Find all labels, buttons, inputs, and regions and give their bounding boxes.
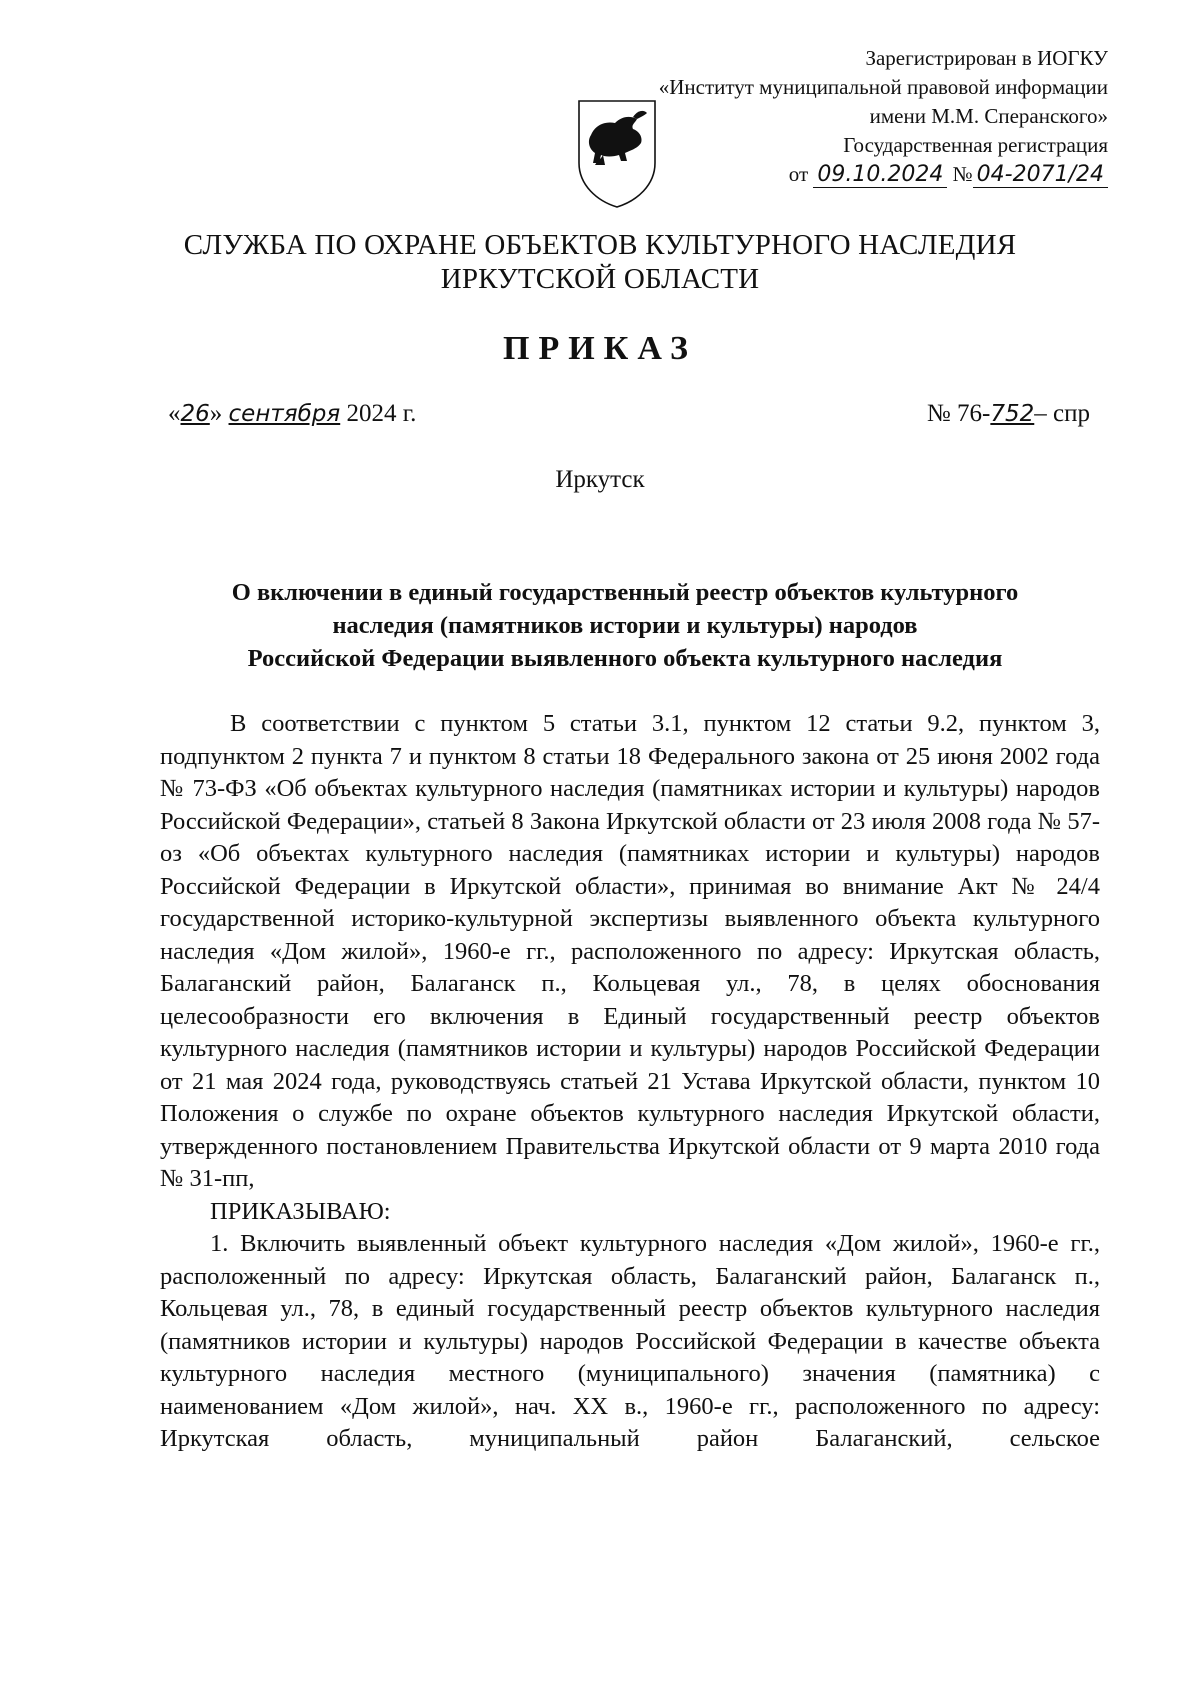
subject-line-1: О включении в единый государственный реестр объектов культурного	[231, 579, 1019, 606]
date-day: 26	[180, 401, 210, 427]
agency-line-1: СЛУЖБА ПО ОХРАНЕ ОБЪЕКТОВ КУЛЬТУРНОГО НАСЛЕДИЯ	[183, 229, 1017, 261]
registration-line-2: «Институт муниципальной правовой информации	[658, 75, 1108, 99]
registration-stamp	[659, 44, 1108, 189]
order-body	[160, 708, 1100, 1456]
item-1-paragraph: 1. Включить выявленный объект культурного наследия «Дом жилой», 1960-е гг., расположенный по адресу: Иркутская область, Балаганский район, Балаганск п., Кольцевая ул., 78, в единый государственный реестр объектов культурного наследия (памятников истории и культуры) народов Российской Федерации в качестве объекта культурного наследия местного (муниципального) значения (памятника) с наименованием «Дом жилой», нач. XX в., 1960-е гг., расположенного по адресу: Иркутская область, муниципальный район Балаганский, сельское	[160, 1230, 1100, 1452]
registration-date: 09.10.2024	[813, 162, 947, 188]
date-month: сентября	[228, 401, 341, 427]
order-number-prefix: № 76-	[926, 400, 991, 427]
city: Иркутск	[555, 466, 645, 493]
registration-number: 04-2071/24	[973, 162, 1108, 188]
coat-of-arms-icon	[575, 97, 659, 209]
subject-line-3: Российской Федерации выявленного объекта культурного наследия	[247, 645, 1003, 672]
registration-line-1: Зарегистрирован в ИОГКУ	[865, 46, 1108, 70]
registration-line-3: имени М.М. Сперанского»	[869, 104, 1108, 128]
order-word: ПРИКАЗЫВАЮ:	[210, 1197, 391, 1225]
registration-line-5	[659, 160, 1108, 189]
order-number-handwritten: 752	[990, 401, 1035, 427]
date-open-quote: «	[168, 400, 181, 427]
registration-num-label: №	[952, 162, 973, 186]
order-number	[927, 400, 1090, 428]
registration-from-label: от	[788, 162, 809, 186]
date-close-quote: »	[209, 400, 223, 427]
order-date	[168, 400, 416, 428]
order-title: ПРИКАЗ	[503, 330, 697, 367]
order-subject	[150, 576, 1100, 675]
date-year: 2024 г.	[346, 400, 417, 427]
order-number-suffix: – спр	[1034, 400, 1090, 427]
agency-line-2: ИРКУТСКОЙ ОБЛАСТИ	[440, 263, 760, 295]
preamble-paragraph: В соответствии с пунктом 5 статьи 3.1, пунктом 12 статьи 9.2, пунктом 3, подпунктом 2 пункта 7 и пунктом 8 статьи 18 Федерального закона от 25 июня 2002 года № 73-ФЗ «Об объектах культурного наследия (памятниках истории и культуры) народов Российской Федерации», статьей 8 Закона Иркутской области от 23 июля 2008 года № 57-оз «Об объектах культурного наследия (памятниках истории и культуры) народов Российской Федерации в Иркутской области», принимая во внимание Акт № 24/4 государственной историко-культурной экспертизы выявленного объекта культурного наследия «Дом жилой», 1960-е гг., расположенного по адресу: Иркутская область, Балаганский район, Балаганск п., Кольцевая ул., 78, в целях обоснования целесообразности его включения в Единый государственный реестр объектов культурного наследия (памятников истории и культуры) народов Российской Федерации от 21 мая 2024 года, руководствуясь статьей 21 Устава Иркутской области, пунктом 10 Положения о службе по охране объектов культурного наследия Иркутской области, утвержденного постановлением Правительства Иркутской области от 9 марта 2010 года № 31-пп,	[160, 710, 1100, 1192]
subject-line-2: наследия (памятников истории и культуры) народов	[332, 612, 918, 639]
registration-line-4: Государственная регистрация	[843, 133, 1108, 157]
agency-name	[0, 228, 1200, 296]
